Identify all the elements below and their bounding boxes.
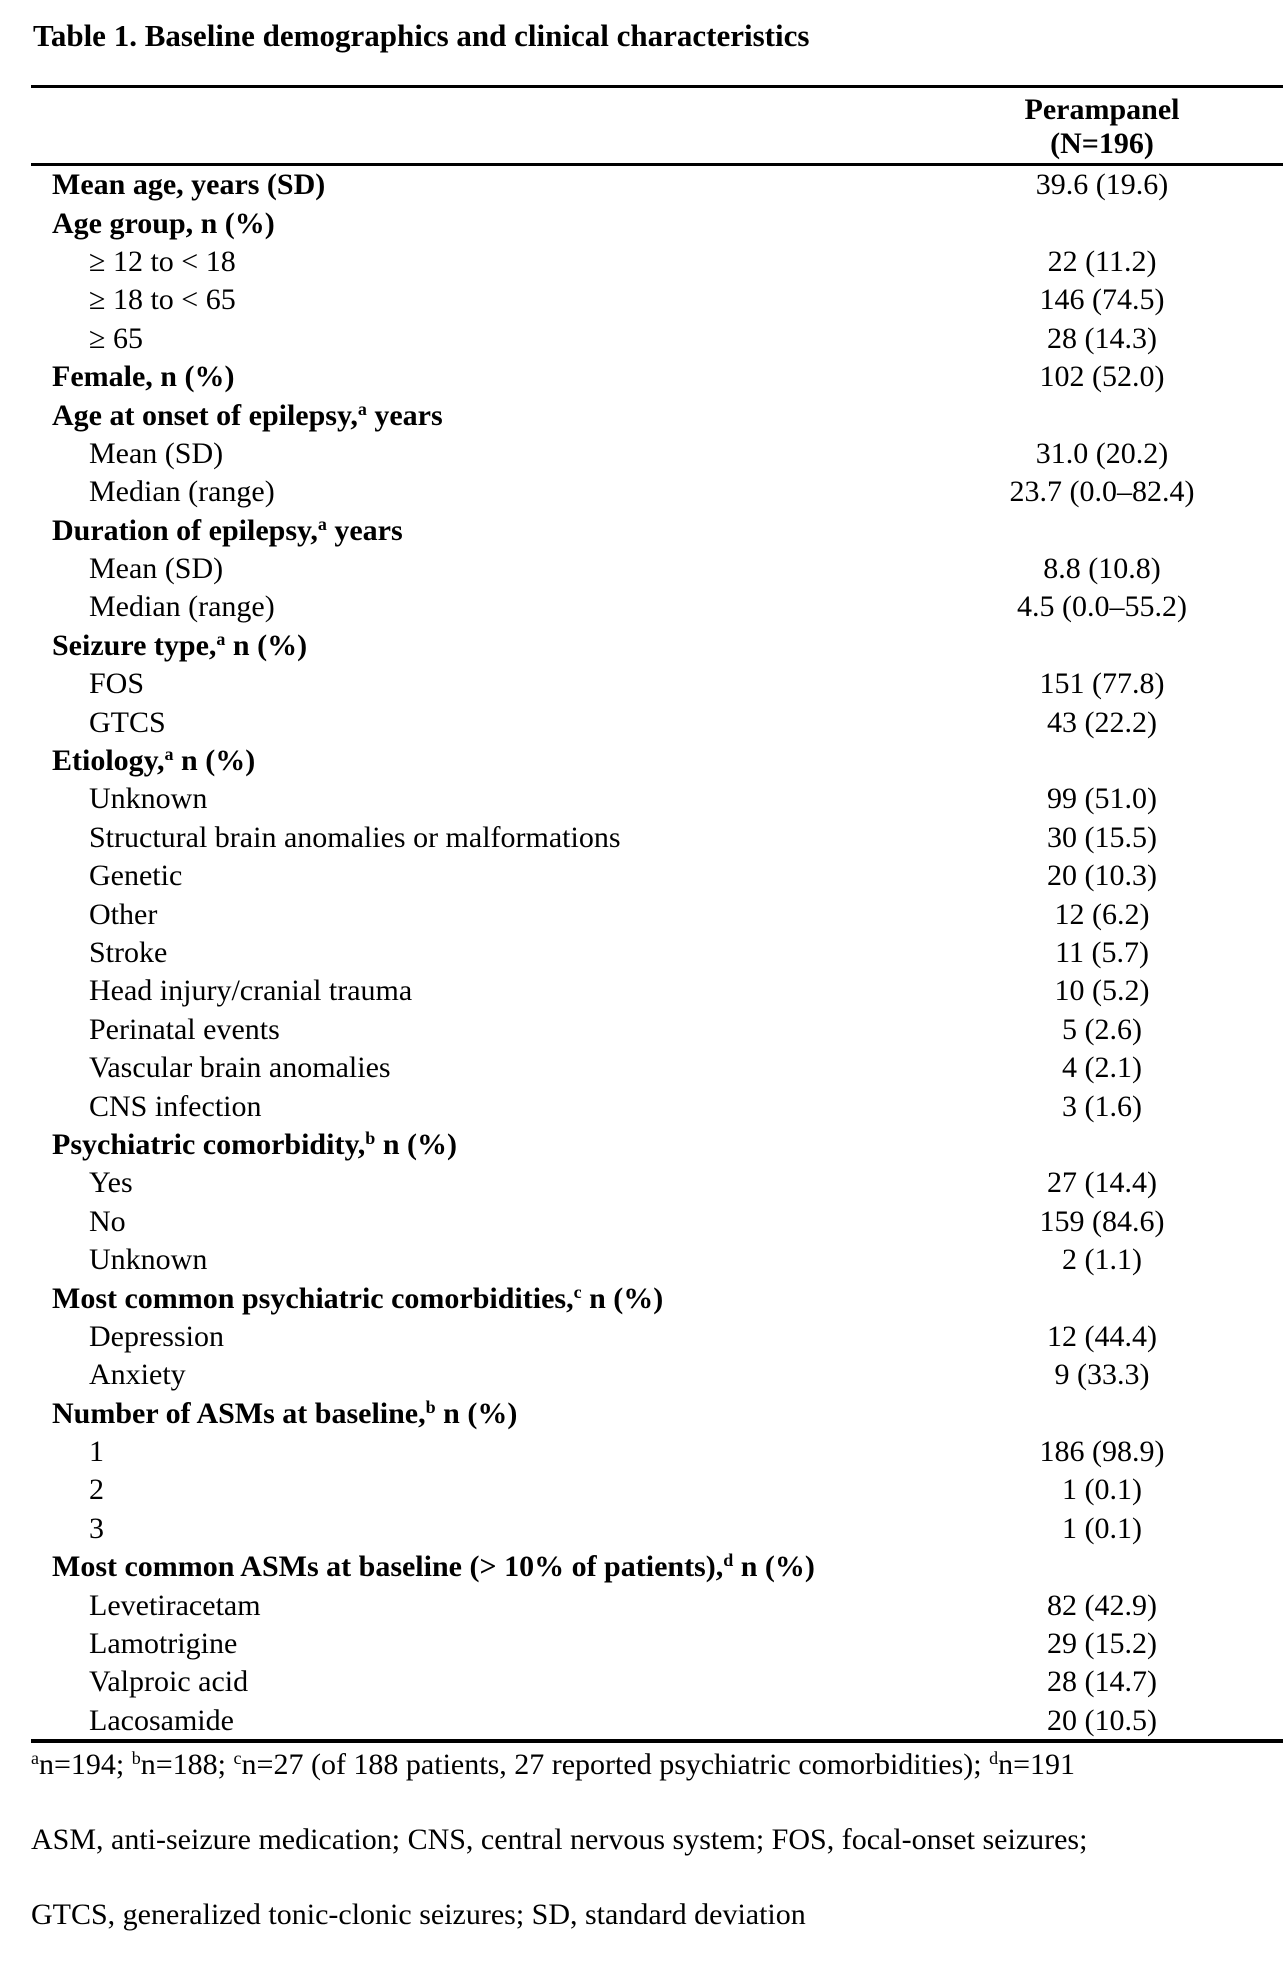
table-row xyxy=(0,1049,1288,1087)
table-row xyxy=(0,1126,1288,1164)
table-row xyxy=(0,627,1288,665)
text-segment: years xyxy=(366,398,443,432)
row-label xyxy=(89,245,947,279)
row-value: 20 (10.5) xyxy=(1047,1703,1157,1737)
text-segment: n (%) xyxy=(173,744,256,778)
row-label xyxy=(89,667,947,701)
row-value: 186 (98.9) xyxy=(1039,1435,1165,1469)
text-segment: Psychiatric comorbidity, xyxy=(52,1127,366,1161)
row-label xyxy=(89,1435,947,1469)
row-value: 146 (74.5) xyxy=(1039,283,1165,317)
row-label xyxy=(89,1205,947,1239)
table-row xyxy=(0,1011,1288,1049)
row-label xyxy=(89,1090,947,1124)
text-segment: ≥ 18 to < 65 xyxy=(89,283,236,317)
text-segment: Age group, n (%) xyxy=(52,206,275,240)
table-row xyxy=(0,1702,1288,1740)
table-bottom-rule xyxy=(31,1739,1283,1743)
row-value: 99 (51.0) xyxy=(1047,782,1157,816)
table-row xyxy=(0,1279,1288,1317)
row-label xyxy=(89,898,947,932)
table-row xyxy=(0,435,1288,473)
column-header-line2: (N=196) xyxy=(1050,127,1154,160)
table-row xyxy=(0,1164,1288,1202)
table-row xyxy=(0,281,1288,319)
table-row xyxy=(0,1471,1288,1509)
row-value: 12 (44.4) xyxy=(1047,1319,1157,1353)
text-segment: Lacosamide xyxy=(89,1703,234,1737)
table-row xyxy=(0,204,1288,242)
row-label xyxy=(52,1128,947,1162)
row-label xyxy=(52,629,947,663)
text-segment: Age at onset of epilepsy, xyxy=(52,398,358,432)
row-value: 43 (22.2) xyxy=(1047,705,1157,739)
row-label xyxy=(52,168,947,202)
text-segment: Perinatal events xyxy=(89,1012,280,1046)
superscript-marker: c xyxy=(573,1281,582,1302)
text-segment: Lamotrigine xyxy=(89,1627,238,1661)
text-segment: Median (range) xyxy=(89,475,275,509)
text-segment: Stroke xyxy=(89,936,168,969)
table-row xyxy=(0,473,1288,511)
text-segment: Structural brain anomalies or malformations xyxy=(89,820,621,854)
footnote-line xyxy=(31,1821,1261,1859)
text-segment: n (%) xyxy=(375,1127,457,1161)
row-value: 22 (11.2) xyxy=(1047,244,1157,278)
row-label xyxy=(89,1166,947,1200)
row-label xyxy=(89,322,947,356)
table-row xyxy=(0,396,1288,434)
table-row xyxy=(0,895,1288,933)
superscript-marker: b xyxy=(131,1748,141,1769)
row-label xyxy=(52,1397,947,1431)
row-label xyxy=(89,590,947,624)
row-value: 28 (14.7) xyxy=(1047,1665,1157,1699)
table-row xyxy=(0,358,1288,396)
row-value: 1 (0.1) xyxy=(1062,1511,1142,1545)
row-value: 4.5 (0.0–55.2) xyxy=(1017,590,1187,624)
row-label xyxy=(89,552,947,586)
row-value: 82 (42.9) xyxy=(1047,1588,1157,1622)
row-value: 10 (5.2) xyxy=(1054,974,1150,1008)
text-segment: Unknown xyxy=(89,1243,208,1277)
text-segment: Levetiracetam xyxy=(89,1588,261,1622)
table-row xyxy=(0,703,1288,741)
text-segment: n=27 (of 188 patients, 27 reported psychiatric comorbidities); xyxy=(241,1748,990,1781)
row-label xyxy=(89,437,947,471)
text-segment: n (%) xyxy=(225,628,308,662)
table-row xyxy=(0,1395,1288,1433)
text-segment: years xyxy=(326,513,403,547)
row-label xyxy=(89,475,947,509)
row-label xyxy=(89,706,947,740)
text-segment: No xyxy=(89,1204,126,1238)
table-row xyxy=(0,780,1288,818)
row-label xyxy=(52,207,947,241)
row-label xyxy=(89,1512,947,1546)
text-segment: Anxiety xyxy=(89,1358,186,1392)
text-segment: n=191 xyxy=(998,1748,1076,1781)
row-label xyxy=(89,1243,947,1277)
text-segment: Yes xyxy=(89,1166,133,1200)
row-value: 23.7 (0.0–82.4) xyxy=(1009,475,1195,509)
row-label xyxy=(52,1550,947,1584)
table-row xyxy=(0,1241,1288,1279)
text-segment: n (%) xyxy=(435,1396,518,1430)
row-label xyxy=(89,1320,947,1354)
row-label xyxy=(89,1358,947,1392)
row-label xyxy=(89,1013,947,1047)
superscript-marker: d xyxy=(989,1748,999,1769)
text-segment: Genetic xyxy=(89,859,183,893)
text-segment: Number of ASMs at baseline, xyxy=(52,1396,426,1430)
table-row xyxy=(0,1433,1288,1471)
row-label xyxy=(52,1282,947,1316)
table-row xyxy=(0,1087,1288,1125)
row-value: 1 (0.1) xyxy=(1062,1473,1142,1507)
row-label xyxy=(89,283,947,317)
column-header-perampanel xyxy=(947,93,1257,161)
text-segment: Etiology, xyxy=(52,744,165,778)
table-row xyxy=(0,1356,1288,1394)
text-segment: Depression xyxy=(89,1319,224,1353)
row-value: 151 (77.8) xyxy=(1039,667,1165,701)
row-label xyxy=(52,399,947,433)
table-title: Table 1. Baseline demographics and clinical characteristics xyxy=(33,18,810,53)
superscript-marker: c xyxy=(233,1748,242,1769)
table-row xyxy=(0,857,1288,895)
text-segment: Most common ASMs at baseline (> 10% of patients), xyxy=(52,1550,724,1584)
text-segment: Mean (SD) xyxy=(89,436,224,470)
row-value: 11 (5.7) xyxy=(1055,936,1149,969)
text-segment: Mean (SD) xyxy=(89,552,224,586)
text-segment: GTCS, generalized tonic-clonic seizures; SD, standard deviation xyxy=(31,1898,806,1931)
row-label xyxy=(52,744,947,778)
table-body xyxy=(0,166,1288,1740)
row-label xyxy=(89,1665,947,1699)
table-row xyxy=(0,1663,1288,1701)
table-row xyxy=(0,1625,1288,1663)
text-segment: Most common psychiatric comorbidities, xyxy=(52,1281,574,1315)
table-row xyxy=(0,1548,1288,1586)
row-value: 30 (15.5) xyxy=(1047,820,1157,854)
footnote-line xyxy=(31,1896,1261,1934)
row-value: 102 (52.0) xyxy=(1039,360,1165,394)
table-row xyxy=(0,588,1288,626)
table-top-rule xyxy=(31,85,1283,88)
row-label xyxy=(89,1051,947,1085)
text-segment: Duration of epilepsy, xyxy=(52,513,318,547)
text-segment: Vascular brain anomalies xyxy=(89,1051,391,1085)
superscript-marker: a xyxy=(216,628,226,649)
table-row xyxy=(0,243,1288,281)
table-row xyxy=(0,819,1288,857)
footnote-line xyxy=(31,1746,1261,1784)
text-segment: GTCS xyxy=(89,705,166,739)
row-label xyxy=(89,1704,947,1738)
column-header-line1: Perampanel xyxy=(1024,93,1180,126)
row-label xyxy=(89,821,947,855)
row-value: 27 (14.4) xyxy=(1047,1166,1157,1200)
table-row xyxy=(0,1203,1288,1241)
text-segment: 3 xyxy=(89,1511,104,1545)
text-segment: Unknown xyxy=(89,782,208,816)
row-label xyxy=(89,974,947,1008)
table-row xyxy=(0,320,1288,358)
row-value: 8.8 (10.8) xyxy=(1043,552,1161,586)
text-segment: ≥ 65 xyxy=(89,321,143,355)
text-segment: Valproic acid xyxy=(89,1665,249,1699)
table-row xyxy=(0,550,1288,588)
row-value: 3 (1.6) xyxy=(1062,1089,1142,1123)
row-value: 31.0 (20.2) xyxy=(1035,436,1169,470)
superscript-marker: a xyxy=(357,398,367,419)
row-label xyxy=(89,1627,947,1661)
row-value: 39.6 (19.6) xyxy=(1035,168,1169,202)
text-segment: Female, n (%) xyxy=(52,360,235,394)
superscript-marker: b xyxy=(425,1396,436,1417)
table-row xyxy=(0,742,1288,780)
superscript-marker: d xyxy=(723,1550,734,1571)
text-segment: Median (range) xyxy=(89,590,275,624)
table-row xyxy=(0,1318,1288,1356)
superscript-marker: b xyxy=(365,1128,376,1149)
row-value: 29 (15.2) xyxy=(1047,1627,1157,1661)
row-value: 9 (33.3) xyxy=(1054,1358,1150,1392)
table-row xyxy=(0,512,1288,550)
text-segment: 2 xyxy=(89,1473,104,1507)
row-value: 5 (2.6) xyxy=(1062,1012,1142,1046)
row-label xyxy=(89,782,947,816)
row-value: 159 (84.6) xyxy=(1039,1204,1165,1238)
text-segment: n=194; xyxy=(39,1748,132,1781)
text-segment: Seizure type, xyxy=(52,628,217,662)
text-segment: Head injury/cranial trauma xyxy=(89,974,413,1008)
row-label xyxy=(89,859,947,893)
row-label xyxy=(89,1473,947,1507)
row-value: 20 (10.3) xyxy=(1047,859,1157,893)
table-row xyxy=(0,1510,1288,1548)
text-segment: ASM, anti-seizure medication; CNS, central nervous system; FOS, focal-onset seizures; xyxy=(31,1823,1088,1856)
text-segment: n=188; xyxy=(140,1748,234,1781)
row-label xyxy=(52,360,947,394)
text-segment: CNS infection xyxy=(89,1089,262,1123)
table-row xyxy=(0,934,1288,972)
superscript-marker: a xyxy=(317,513,327,534)
text-segment: FOS xyxy=(89,667,145,701)
table-row xyxy=(0,1586,1288,1624)
row-label xyxy=(89,1589,947,1623)
text-segment: Other xyxy=(89,897,158,931)
superscript-marker: a xyxy=(31,1748,39,1769)
table-row xyxy=(0,665,1288,703)
text-segment: 1 xyxy=(89,1435,104,1469)
text-segment: Mean age, years (SD) xyxy=(52,168,326,202)
text-segment: n (%) xyxy=(733,1550,815,1584)
row-value: 12 (6.2) xyxy=(1054,897,1150,931)
superscript-marker: a xyxy=(164,744,174,765)
text-segment: n (%) xyxy=(581,1281,664,1315)
row-label xyxy=(89,936,947,970)
row-value: 2 (1.1) xyxy=(1062,1243,1142,1277)
table-footnotes xyxy=(31,1746,1261,1971)
text-segment: ≥ 12 to < 18 xyxy=(89,244,236,278)
table-row xyxy=(0,972,1288,1010)
row-value: 28 (14.3) xyxy=(1047,321,1157,355)
row-value: 4 (2.1) xyxy=(1062,1051,1142,1085)
row-label xyxy=(52,514,947,548)
table-row xyxy=(0,166,1288,204)
